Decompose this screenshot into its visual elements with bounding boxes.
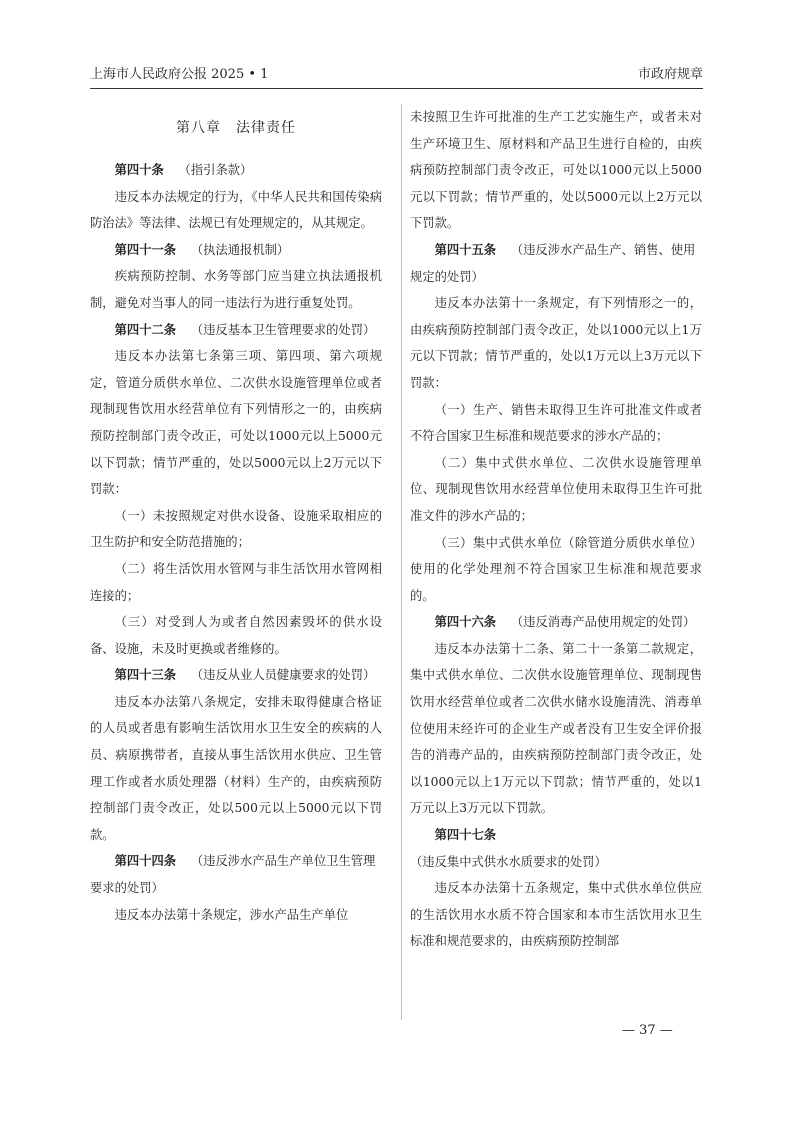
chapter-title: 第八章 法律责任 <box>176 120 296 136</box>
article-heading <box>410 609 702 636</box>
article-subtitle: （违反基本卫生管理要求的处罚） <box>190 322 376 337</box>
article-number: 第四十五条 <box>434 242 497 257</box>
paragraph: （二）集中式供水单位、二次供水设施管理单位、现制现售饮用水经营单位使用未取得卫生许可批准文件的涉水产品的； <box>410 455 702 523</box>
article-heading <box>90 157 382 184</box>
article-number: 第四十三条 <box>114 668 177 683</box>
article-heading <box>410 822 702 875</box>
paragraph: （三）集中式供水单位（除管道分质供水单位）使用的化学处理剂不符合国家卫生标准和规范要求的。 <box>410 535 702 603</box>
section-header: 市政府规章 <box>637 67 703 82</box>
paragraph: 违反本办法规定的行为，《中华人民共和国传染病防治法》等法律、法规已有处理规定的，从其规定。 <box>90 189 382 231</box>
article-number: 第四十一条 <box>114 242 177 257</box>
page-number: — 37 — <box>622 1023 673 1038</box>
publication-header: 上海市人民政府公报 2025 • 1 <box>90 67 269 82</box>
article-subtitle: （违反集中式供水水质要求的处罚） <box>410 854 607 869</box>
column-divider <box>401 104 402 1020</box>
article-number: 第四十六条 <box>434 615 497 630</box>
article-heading <box>90 317 382 344</box>
paragraph: 违反本办法第十条规定，涉水产品生产单位 <box>114 907 349 922</box>
article-heading <box>410 237 702 290</box>
paragraph: （三）对受到人为或者自然因素毁坏的供水设备、设施，未及时更换或者维修的。 <box>90 615 382 656</box>
article-heading <box>90 237 382 264</box>
paragraph: （二）将生活饮用水管网与非生活饮用水管网相连接的； <box>90 561 382 603</box>
paragraph: 违反本办法第十五条规定，集中式供水单位供应的生活饮用水水质不符合国家和本市生活饮用水卫生标准和规范要求的，由疾病预防控制部 <box>410 881 702 949</box>
paragraph: 违反本办法第十二条、第二十一条第二款规定，集中式供水单位、二次供水设施管理单位、现制现售饮用水经营单位或者二次供水储水设施清洗、消毒单位使用未经许可的企业生产或者没有卫生安全评价报告的消毒产品的，由疾病预防控制部门责令改正，处以1000元以上1万元以下罚款；情节严重的，处以1万元以上3万元以下罚款。 <box>410 641 702 816</box>
right-column <box>410 104 702 955</box>
article-heading <box>90 848 382 901</box>
article-number: 第四十条 <box>114 163 164 177</box>
paragraph: 疾病预防控制、水务等部门应当建立执法通报机制，避免对当事人的同一违法行为进行重复处罚。 <box>90 269 382 310</box>
article-subtitle: （指引条款） <box>178 163 253 177</box>
article-subtitle: （违反涉水产品生产、销售、使用规定的处罚） <box>410 242 696 284</box>
article-number: 第四十二条 <box>114 322 177 337</box>
article-subtitle: （执法通报机制） <box>190 242 290 257</box>
article-number: 第四十四条 <box>114 854 177 869</box>
continued-paragraph: 未按照卫生许可批准的生产工艺实施生产，或者未对生产环境卫生、原材料和产品卫生进行自检的，由疾病预防控制部门责令改正，可处以1000元以上5000元以下罚款；情节严重的，处以5000元以上2万元以下罚款。 <box>410 110 702 231</box>
article-subtitle: （违反涉水产品生产单位卫生管理要求的处罚） <box>90 854 376 896</box>
paragraph: （一）生产、销售未取得卫生许可批准文件或者不符合国家卫生标准和规范要求的涉水产品的； <box>410 402 702 444</box>
paragraph: 违反本办法第七条第三项、第四项、第六项规定，管道分质供水单位、二次供水设施管理单位或者现制现售饮用水经营单位有下列情形之一的，由疾病预防控制部门责令改正，可处以1000元以上5000元以下罚款；情节严重的，处以5000元以上2万元以下罚款： <box>90 349 382 497</box>
article-heading <box>90 662 382 689</box>
right-column-body <box>410 104 702 955</box>
left-column-body <box>90 157 382 928</box>
header-rule <box>90 88 703 89</box>
paragraph: （一）未按照规定对供水设备、设施采取相应的卫生防护和安全防范措施的； <box>90 508 382 550</box>
paragraph: 违反本办法第八条规定，安排未取得健康合格证的人员或者患有影响生活饮用水卫生安全的疾病的人员、病原携带者，直接从事生活饮用水供应、卫生管理工作或者水质处理器（材料）生产的，由疾病预防控制部门责令改正，处以500元以上5000元以下罚款。 <box>90 694 382 842</box>
article-subtitle: （违反消毒产品使用规定的处罚） <box>510 615 696 630</box>
paragraph: 违反本办法第十一条规定，有下列情形之一的，由疾病预防控制部门责令改正，处以1000元以上1万元以下罚款；情节严重的，处以1万元以上3万元以下罚款： <box>410 296 702 390</box>
article-number: 第四十七条 <box>434 828 497 843</box>
left-column <box>90 104 382 928</box>
article-subtitle: （违反从业人员健康要求的处罚） <box>190 668 376 683</box>
